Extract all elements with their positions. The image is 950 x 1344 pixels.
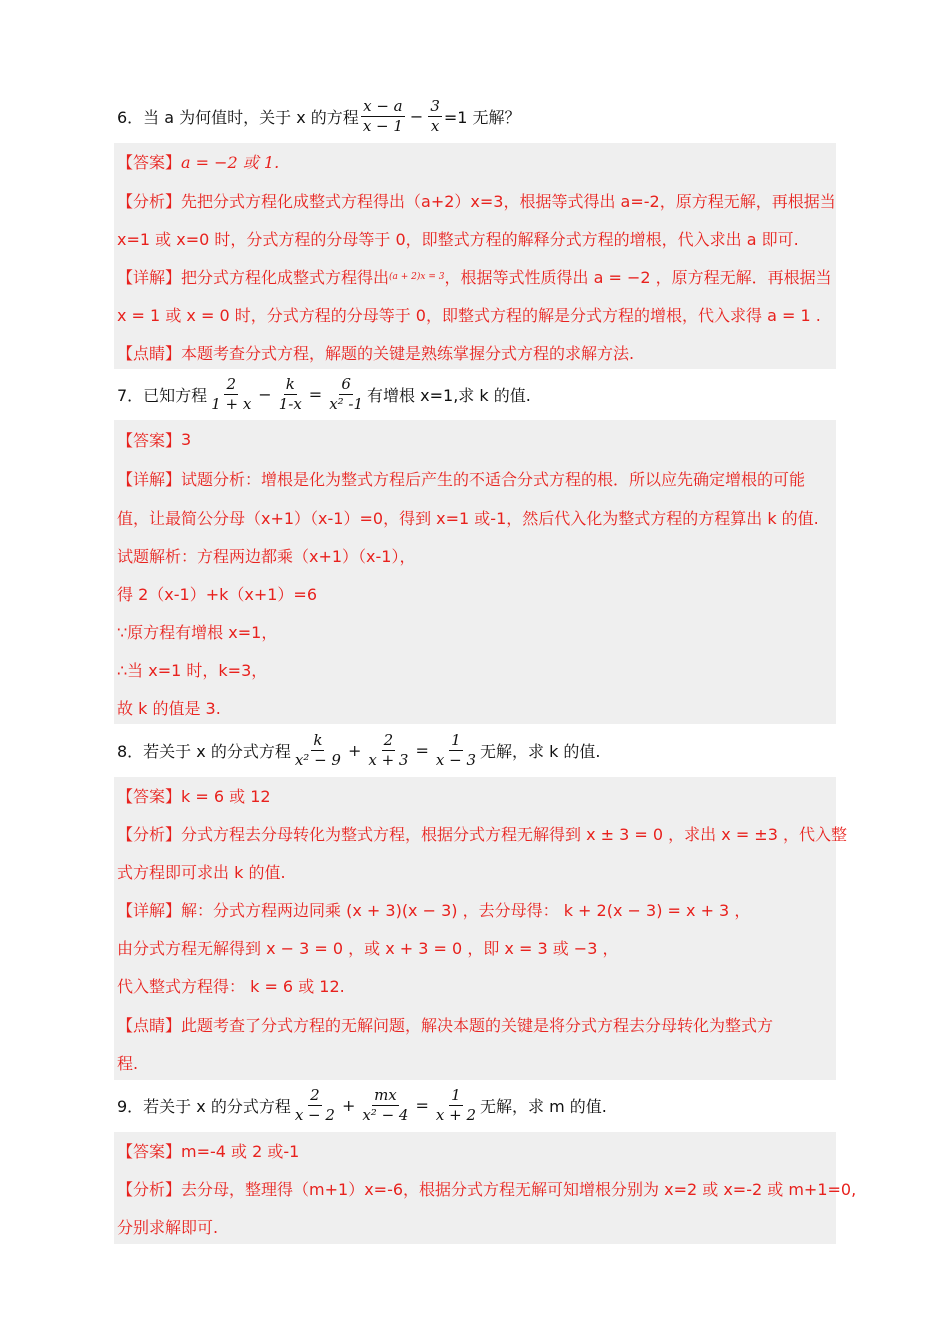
- q8-analysis-2: 式方程即可求出 k 的值.: [117, 863, 286, 882]
- q7-fraction-3: $\frac{6}{\text{x² -1}}$: [329, 375, 364, 414]
- q9-analysis-1: 【分析】 去分母，整理得（m+1）x=-6，根据分式方程无解可知增根分别为 x=2 或 x=-2 或 m+1=0,: [117, 1180, 857, 1199]
- q9-solution-box: [114, 1132, 857, 1244]
- q6-suffix: =1 无解？: [443, 108, 521, 128]
- question-8: 8．若关于 x 的分式方程 $\frac{k}{\text{x² − 9}}$ + $\frac{2}{x + 3}$ = $\frac{1}{x - 3}$ 无解，求 k 的值.: [117, 731, 601, 770]
- q8-solution-box: [114, 777, 847, 1080]
- q8-detail-1: 【详解】 解：分式方程两边同乘 (x + 3)(x − 3) ，去分母得： k + 2(x − 3) = x + 3 ，: [117, 901, 751, 920]
- question-9: 9．若关于 x 的分式方程 $\frac{2}{x - 2}$ + $\frac{mx}{\text{x² − 4}}$ = $\frac{1}{x + 2}$ 无解，求 m 的值.: [117, 1086, 607, 1125]
- q6-fraction-1: $\frac{x - a}{x - 1}$: [362, 97, 403, 136]
- q7-detail-1: 【详解】 试题分析：增根是化为整式方程后产生的不适合分式方程的根．所以应先确定增根的可能: [117, 470, 806, 489]
- q6-answer: 【答案】 a = −2 或 1.: [117, 153, 280, 172]
- q8-tip-2: 程.: [117, 1054, 139, 1073]
- q8-fraction-2: $\frac{2}{x + 3}$: [368, 731, 409, 770]
- q7-solution-box: [114, 420, 836, 724]
- q8-detail-3: 代入整式方程得： k = 6 或 12.: [117, 977, 345, 996]
- q7-fraction-1: $\frac{2}{1 + x}$: [211, 375, 252, 414]
- q9-fraction-1: $\frac{2}{x - 2}$: [294, 1086, 335, 1125]
- q6-detail-1: 【详解】 把分式方程化成整式方程得出 (a + 2)x = 3 ，根据等式性质得出 a = −2 ，原方程无解．再根据当: [117, 268, 832, 287]
- q9-suffix: 无解，求 m 的值.: [479, 1097, 607, 1117]
- q8-answer: 【答案】 k = 6 或 12: [117, 787, 271, 806]
- q9-fraction-2: $\frac{mx}{\text{x² − 4}}$: [362, 1086, 409, 1125]
- q7-line-5: ∵原方程有增根 x=1，: [117, 623, 278, 642]
- q7-fraction-2: $\frac{k}{1-x}$: [278, 375, 302, 414]
- q7-prefix: 7．已知方程: [117, 386, 208, 406]
- q7-suffix: 有增根 x=1,求 k 的值.: [367, 386, 531, 406]
- q8-tip-1: 【点睛】 此题考查了分式方程的无解问题，解决本题的关键是将分式方程去分母转化为整式方: [117, 1016, 774, 1035]
- q7-line-6: ∴当 x=1 时，k=3，: [117, 661, 268, 680]
- q6-analysis-1: 【分析】 先把分式方程化成整式方程得出（a+2）x=3，根据等式得出 a=-2，原方程无解，再根据当: [117, 192, 836, 211]
- q8-prefix: 8．若关于 x 的分式方程: [117, 742, 291, 762]
- q8-detail-2: 由分式方程无解得到 x − 3 = 0 ，或 x + 3 = 0 ，即 x = 3 或 −3 ，: [117, 939, 619, 958]
- q6-prefix: 6．当 a 为何值时，关于 x 的方程: [117, 108, 359, 128]
- q8-suffix: 无解，求 k 的值.: [479, 742, 601, 762]
- q8-fraction-3: $\frac{1}{x - 3}$: [435, 731, 476, 770]
- q8-fraction-1: $\frac{k}{\text{x² − 9}}$: [294, 731, 341, 770]
- q7-answer: 【答案】 3: [117, 430, 192, 450]
- q6-analysis-2: x=1 或 x=0 时，分式方程的分母等于 0，即整式方程的解释分式方程的增根，代入求出 a 即可.: [117, 230, 799, 249]
- q9-analysis-2: 分别求解即可.: [117, 1218, 219, 1237]
- q7-line-4: 得 2（x-1）+k（x+1）=6: [117, 585, 318, 604]
- q9-fraction-3: $\frac{1}{x + 2}$: [435, 1086, 476, 1125]
- q9-answer: 【答案】 m=-4 或 2 或-1: [117, 1142, 300, 1161]
- q6-detail-2: x = 1 或 x = 0 时，分式方程的分母等于 0，即整式方程的解是分式方程的增根，代入求得 a = 1 .: [117, 306, 821, 325]
- q7-line-3: 试题解析：方程两边都乘（x+1）（x-1），: [117, 547, 416, 566]
- q7-line-7: 故 k 的值是 3.: [117, 699, 221, 718]
- q7-detail-2: 值，让最简公分母（x+1）（x-1）=0，得到 x=1 或-1，然后代入化为整式方程的方程算出 k 的值.: [117, 509, 819, 528]
- q9-prefix: 9．若关于 x 的分式方程: [117, 1097, 291, 1117]
- question-6: 6．当 a 为何值时，关于 x 的方程 $\frac{x - a}{x - 1}$ − $\frac{3}{x}$ =1 无解？: [117, 97, 521, 136]
- q6-fraction-2: $\frac{3}{x}$: [430, 97, 440, 136]
- q6-solution-box: [114, 143, 836, 369]
- question-7: 7．已知方程 $\frac{2}{1 + x}$ − $\frac{k}{1-x}$ = $\frac{6}{\text{x² -1}}$ 有增根 x=1,求 k 的值.: [117, 375, 531, 414]
- q6-tip: 【点睛】 本题考查分式方程，解题的关键是熟练掌握分式方程的求解方法.: [117, 344, 635, 363]
- q8-analysis-1: 【分析】 分式方程去分母转化为整式方程，根据分式方程无解得到 x ± 3 = 0 ，求出 x = ±3 ，代入整: [117, 825, 847, 844]
